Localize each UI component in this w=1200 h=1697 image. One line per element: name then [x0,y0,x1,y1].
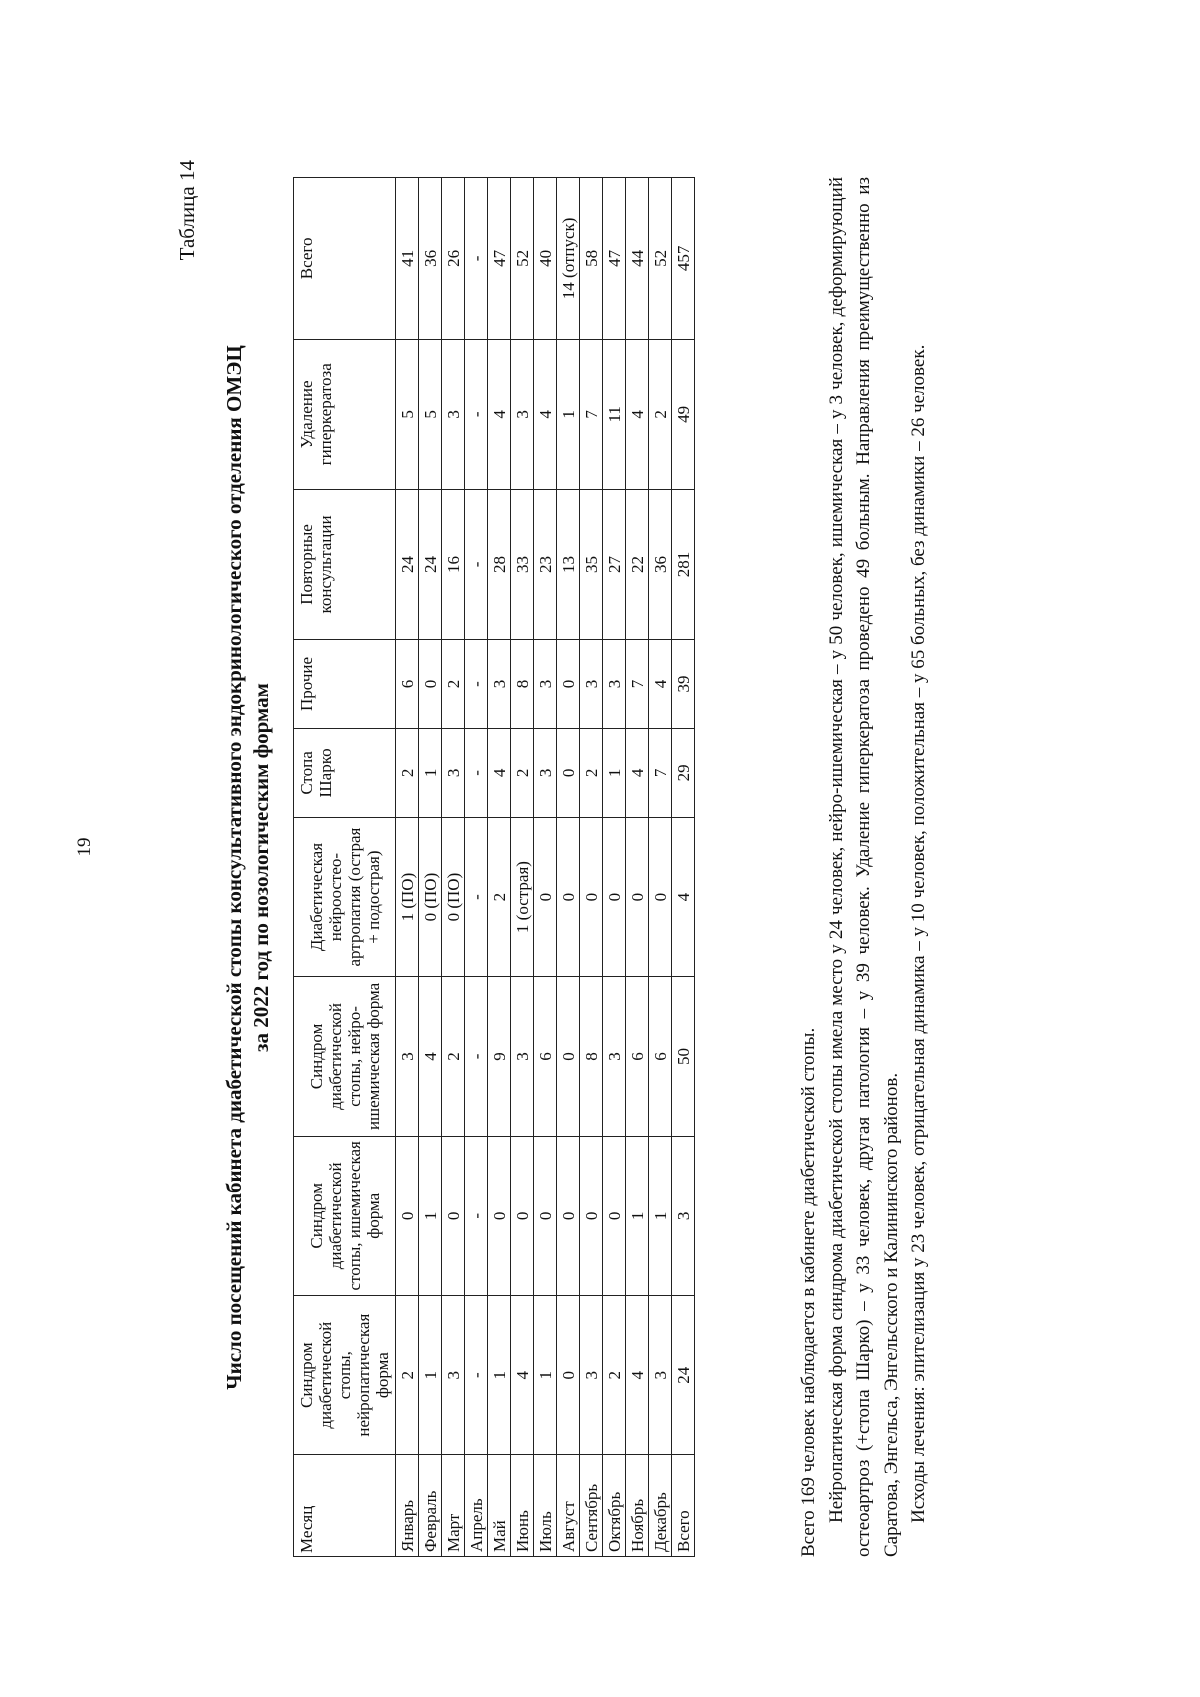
value-cell: 33 [511,489,534,639]
value-cell: 4 [626,1296,649,1455]
value-cell: 0 [557,640,580,729]
value-cell: 3 [488,640,511,729]
page-number: 19 [74,837,95,857]
value-cell: 3 [603,977,626,1136]
value-cell: 457 [672,178,695,340]
value-cell: 8 [580,977,603,1136]
title-line-2: за 2022 год по нозологическим формам [249,683,273,1052]
value-cell: 0 [511,1136,534,1295]
value-cell: 281 [672,489,695,639]
value-cell: 1 (острая) [511,817,534,976]
table-row [580,178,603,1557]
value-cell: 3 [534,728,557,817]
value-cell: 1 [419,728,442,817]
value-cell: 0 [534,817,557,976]
value-cell: 3 [511,977,534,1136]
month-cell: Август [557,1455,580,1557]
value-cell: 4 [511,1296,534,1455]
value-cell: 0 [626,817,649,976]
month-cell: Январь [396,1455,419,1557]
value-cell: 28 [488,489,511,639]
header-cell: Месяц [294,1455,396,1557]
header-cell: Удаление гиперкератоза [294,339,396,489]
value-cell: - [465,1136,488,1295]
value-cell: 47 [488,178,511,340]
month-cell: Июль [534,1455,557,1557]
value-cell: 0 [534,1136,557,1295]
value-cell: 3 [442,1296,465,1455]
header-cell: Прочие [294,640,396,729]
table-row [396,178,419,1557]
value-cell: 3 [603,640,626,729]
value-cell: - [465,178,488,340]
header-cell: Синдром диабетической стопы, нейропатическая форма [294,1296,396,1455]
value-cell: 49 [672,339,695,489]
value-cell: 1 [557,339,580,489]
value-cell: 58 [580,178,603,340]
value-cell: 2 [580,728,603,817]
value-cell: 3 [442,728,465,817]
month-cell: Всего [672,1455,695,1557]
header-cell: Стопа Шарко [294,728,396,817]
paragraph-summary: Всего 169 человек наблюдается в кабинете диабетической стопы. [798,1027,819,1557]
table-row [672,178,695,1557]
value-cell: 4 [419,977,442,1136]
table-body [396,178,695,1557]
value-cell: 3 [396,977,419,1136]
value-cell: - [465,1296,488,1455]
value-cell: 52 [511,178,534,340]
value-cell: - [465,977,488,1136]
table-row [534,178,557,1557]
value-cell: 7 [580,339,603,489]
value-cell: 50 [672,977,695,1136]
value-cell: 4 [488,339,511,489]
value-cell: 2 [442,640,465,729]
value-cell: 3 [511,339,534,489]
month-cell: Апрель [465,1455,488,1557]
value-cell: 0 [557,1296,580,1455]
value-cell: 7 [649,728,672,817]
header-cell: Синдром диабетической стопы, ишемическая форма [294,1136,396,1295]
value-cell: 0 [603,1136,626,1295]
value-cell: 6 [396,640,419,729]
month-cell: Март [442,1455,465,1557]
value-cell: 4 [534,339,557,489]
value-cell: 1 [534,1296,557,1455]
month-cell: Октябрь [603,1455,626,1557]
value-cell: 7 [626,640,649,729]
value-cell: 9 [488,977,511,1136]
value-cell: 41 [396,178,419,340]
value-cell: 52 [649,178,672,340]
value-cell: 4 [626,339,649,489]
month-cell: Декабрь [649,1455,672,1557]
value-cell: 0 [603,817,626,976]
value-cell: 0 [557,817,580,976]
value-cell: 44 [626,178,649,340]
value-cell: 26 [442,178,465,340]
month-cell: Февраль [419,1455,442,1557]
value-cell: 13 [557,489,580,639]
header-cell: Синдром диабетической стопы, нейро-ишемическая форма [294,977,396,1136]
value-cell: 1 [603,728,626,817]
value-cell: 1 (ПО) [396,817,419,976]
title-line-1: Число посещений кабинета диабетической стопы консультативного эндокринологического отделения ОМЭЦ [222,345,246,1390]
value-cell: 2 [488,817,511,976]
value-cell: 2 [396,1296,419,1455]
table-label: Таблица 14 [175,160,199,261]
value-cell: 36 [419,178,442,340]
table-row [419,178,442,1557]
table-row [649,178,672,1557]
value-cell: 0 (ПО) [442,817,465,976]
value-cell: 0 [557,728,580,817]
table-title [221,140,275,1595]
value-cell: 0 [442,1136,465,1295]
value-cell: 40 [534,178,557,340]
value-cell: 0 [557,1136,580,1295]
value-cell: 2 [603,1296,626,1455]
value-cell: 0 [580,817,603,976]
value-cell: 39 [672,640,695,729]
month-cell: Ноябрь [626,1455,649,1557]
value-cell: - [465,640,488,729]
header-cell: Повторные консультации [294,489,396,639]
value-cell: 2 [511,728,534,817]
value-cell: 24 [419,489,442,639]
value-cell: 3 [442,339,465,489]
value-cell: 23 [534,489,557,639]
table-row [488,178,511,1557]
value-cell: 3 [649,1296,672,1455]
value-cell: - [465,489,488,639]
header-cell: Всего [294,178,396,340]
value-cell: 3 [580,640,603,729]
month-cell: Май [488,1455,511,1557]
value-cell: 4 [649,640,672,729]
paragraph-forms: Нейропатическая форма синдрома диабетической стопы имела место у 24 человек, нейро-ишемическая – у 50 человек, ишемическая – у 3 человек, деформирующий остеоартроз (+стопа Шарко) – у 33 человек, другая патология – у 39 человек. Удаление гиперкератоза проведено 49 больным. Направления преимущественно из Саратова, Энгельса, Энгельсского и Калининского районов. [825,177,902,1557]
value-cell: 35 [580,489,603,639]
value-cell: - [465,728,488,817]
table-row [603,178,626,1557]
value-cell: 1 [419,1136,442,1295]
value-cell: 5 [419,339,442,489]
value-cell: 11 [603,339,626,489]
value-cell: 0 [557,977,580,1136]
table-row [557,178,580,1557]
value-cell: 0 (ПО) [419,817,442,976]
value-cell: 0 [396,1136,419,1295]
value-cell: 3 [672,1136,695,1295]
month-cell: Сентябрь [580,1455,603,1557]
value-cell: 4 [488,728,511,817]
value-cell: 29 [672,728,695,817]
value-cell: 8 [511,640,534,729]
value-cell: 3 [534,640,557,729]
value-cell: - [465,817,488,976]
value-cell: 16 [442,489,465,639]
value-cell: 2 [396,728,419,817]
value-cell: 22 [626,489,649,639]
table-row [465,178,488,1557]
value-cell: - [465,339,488,489]
value-cell: 0 [649,817,672,976]
value-cell: 6 [626,977,649,1136]
value-cell: 47 [603,178,626,340]
header-cell: Диабетическая нейроостео-артропатия (острая + подострая) [294,817,396,976]
value-cell: 2 [442,977,465,1136]
value-cell: 27 [603,489,626,639]
value-cell: 24 [672,1296,695,1455]
value-cell: 1 [488,1296,511,1455]
body-text [795,177,933,1557]
header-row [294,178,396,1557]
table-row [442,178,465,1557]
rotated-content [175,140,1030,1595]
paragraph-outcomes: Исходы лечения: эпителизация у 23 человек, отрицательная динамика – у 10 человек, положительная – у 65 больных, без динамики – 26 человек. [908,344,929,1523]
value-cell: 24 [396,489,419,639]
value-cell: 0 [580,1136,603,1295]
value-cell: 0 [419,640,442,729]
value-cell: 0 [488,1136,511,1295]
value-cell: 1 [626,1136,649,1295]
value-cell: 5 [396,339,419,489]
value-cell: 4 [626,728,649,817]
value-cell: 3 [580,1296,603,1455]
table-row [511,178,534,1557]
value-cell: 36 [649,489,672,639]
month-cell: Июнь [511,1455,534,1557]
value-cell: 6 [534,977,557,1136]
value-cell: 4 [672,817,695,976]
value-cell: 14 (отпуск) [557,178,580,340]
value-cell: 1 [649,1136,672,1295]
table-row [626,178,649,1557]
value-cell: 6 [649,977,672,1136]
visits-table [293,177,695,1557]
value-cell: 2 [649,339,672,489]
value-cell: 1 [419,1296,442,1455]
